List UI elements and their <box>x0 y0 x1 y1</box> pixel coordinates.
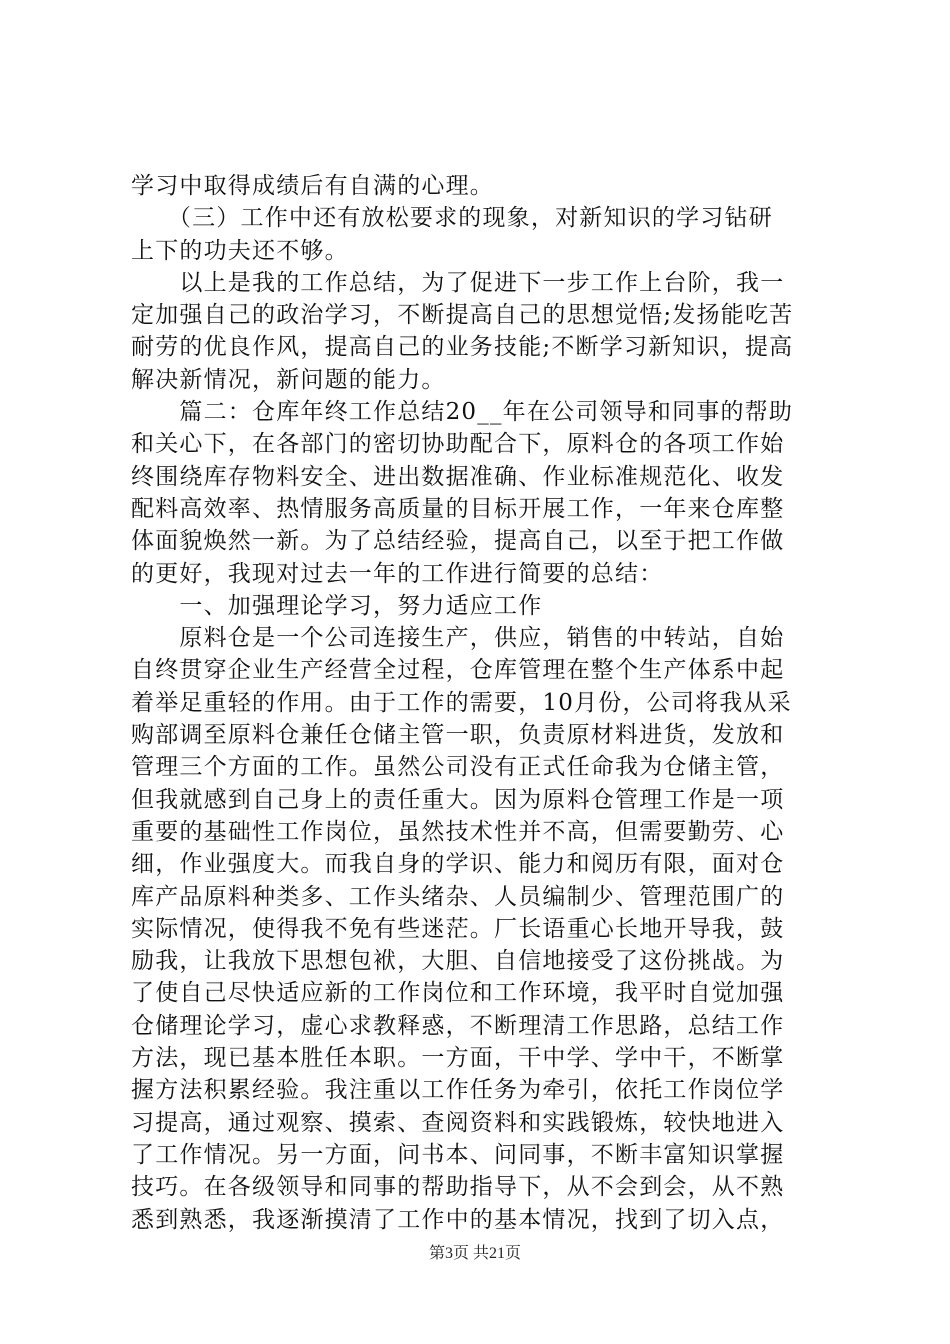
text-line: 定加强自己的政治学习，不断提高自己的思想觉悟;发扬能吃苦 <box>131 302 794 329</box>
text-line: 篇二：仓库年终工作总结20__年在公司领导和同事的帮助 <box>131 399 794 426</box>
text-line: 细，作业强度大。而我自身的学识、能力和阅历有限，面对仓 <box>131 851 785 878</box>
text-line: 管理三个方面的工作。虽然公司没有正式任命我为仓储主管， <box>131 754 785 781</box>
text-line: 解决新情况，新问题的能力。 <box>131 366 446 393</box>
text-line: 体面貌焕然一新。为了总结经验，提高自己，以至于把工作做 <box>131 528 785 555</box>
text-line: 终围绕库存物料安全、进出数据准确、作业标准规范化、收发 <box>131 463 785 490</box>
text-line: 了工作情况。另一方面，问书本、问同事，不断丰富知识掌握 <box>131 1141 785 1168</box>
text-line: 实际情况，使得我不免有些迷茫。厂长语重心长地开导我，鼓 <box>131 915 785 942</box>
text-line: 库产品原料种类多、工作头绪杂、人员编制少、管理范围广的 <box>131 883 785 910</box>
text-line: 仓储理论学习，虚心求教释惑，不断理清工作思路，总结工作 <box>131 1012 785 1039</box>
body-text <box>131 170 829 1236</box>
text-line: 悉到熟悉，我逐渐摸清了工作中的基本情况，找到了切入点， <box>131 1206 785 1233</box>
text-line: 自终贯穿企业生产经营全过程，仓库管理在整个生产体系中起 <box>131 657 785 684</box>
text-line: 和关心下，在各部门的密切协助配合下，原料仓的各项工作始 <box>131 431 785 458</box>
text-line: 以上是我的工作总结，为了促进下一步工作上台阶，我一 <box>131 269 785 296</box>
text-line: 的更好，我现对过去一年的工作进行简要的总结： <box>131 560 664 587</box>
text-line: 原料仓是一个公司连接生产，供应，销售的中转站，自始 <box>131 625 785 652</box>
text-line: 握方法积累经验。我注重以工作任务为牵引，依托工作岗位学 <box>131 1077 785 1104</box>
text-line: （三）工作中还有放松要求的现象，对新知识的学习钻研 <box>131 205 773 232</box>
text-line: 但我就感到自己身上的责任重大。因为原料仓管理工作是一项 <box>131 786 785 813</box>
text-line: 配料高效率、热情服务高质量的目标开展工作，一年来仓库整 <box>131 495 785 522</box>
text-line: 了使自己尽快适应新的工作岗位和工作环境，我平时自觉加强 <box>131 980 785 1007</box>
text-line: 方法，现已基本胜任本职。一方面，干中学、学中干，不断掌 <box>131 1045 785 1072</box>
text-line: 购部调至原料仓兼任仓储主管一职，负责原材料进货，发放和 <box>131 722 785 749</box>
text-line: 上下的功夫还不够。 <box>131 237 349 264</box>
text-line: 一、加强理论学习，努力适应工作 <box>131 592 543 619</box>
page-footer: 第3页 共21页 <box>428 1245 521 1262</box>
text-line: 励我，让我放下思想包袱，大胆、自信地接受了这份挑战。为 <box>131 948 785 975</box>
text-line: 耐劳的优良作风，提高自己的业务技能;不断学习新知识，提高 <box>131 334 794 361</box>
text-line: 学习中取得成绩后有自满的心理。 <box>131 173 494 199</box>
text-line: 技巧。在各级领导和同事的帮助指导下，从不会到会，从不熟 <box>131 1174 785 1201</box>
text-line: 重要的基础性工作岗位，虽然技术性并不高，但需要勤劳、心 <box>131 818 785 845</box>
text-line: 习提高，通过观察、摸索、查阅资料和实践锻炼，较快地进入 <box>131 1109 785 1136</box>
text-line: 着举足重轻的作用。由于工作的需要，10月份，公司将我从采 <box>131 689 792 716</box>
